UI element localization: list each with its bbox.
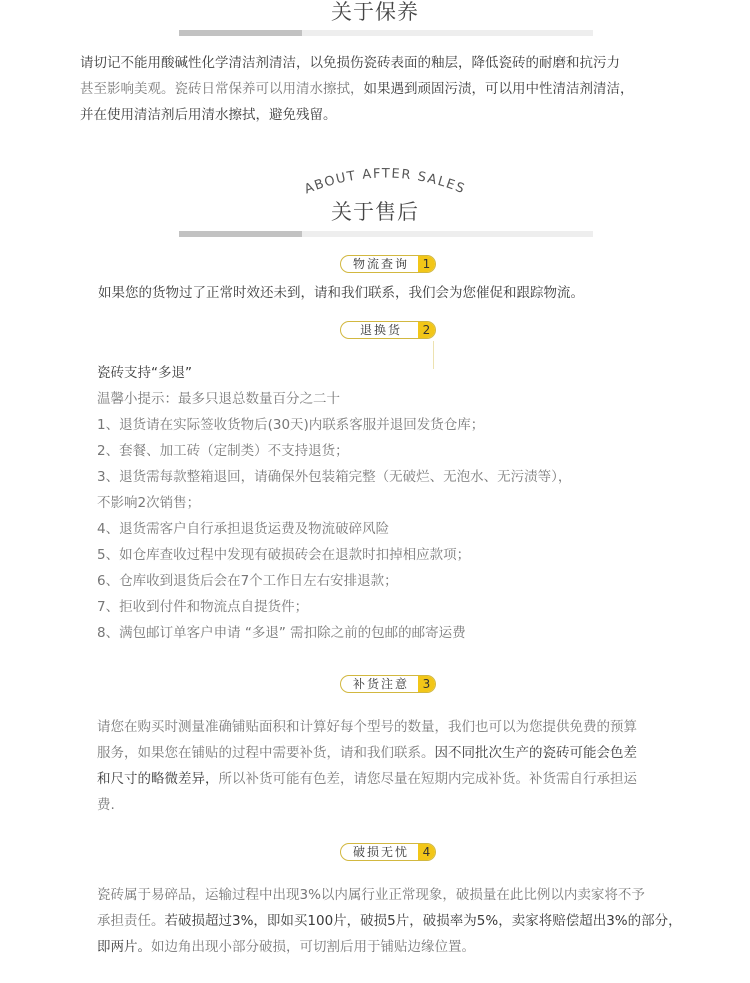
restock-line-3: 和尺寸的略微差异，所以补货可能有色差，请您尽量在短期内完成补货。补货需自行承担运 [97,771,637,787]
returns-item: 8、满包邮订单客户申请 “多退” 需扣除之前的包邮的邮寄运费 [97,625,466,641]
damage-line-3: 即两片。如边角出现小部分破损，可切割后用于铺贴边缘位置。 [97,939,475,955]
restock-text [97,714,717,818]
maintenance-title: 关于保养 [331,0,419,24]
restock-tag: 补货注意 3 [340,675,436,693]
maintenance-title-underline [179,30,593,36]
returns-item: 1、退货请在实际签收货物后(30天)内联系客服并退回发货仓库； [97,417,485,433]
returns-item: 6、仓库收到退货后会在7个工作日左右安排退款； [97,573,398,589]
damage-line-2: 承担责任。若破损超过3%，即如买100片，破损5片，破损率为5%，卖家将赔偿超出3%的部分， [97,913,682,929]
restock-line-1: 请您在购买时测量准确铺贴面积和计算好每个型号的数量，我们也可以为您提供免费的预算 [97,719,637,735]
logistics-text: 如果您的货物过了正常时效还未到，请和我们联系，我们会为您催促和跟踪物流。 [98,285,584,301]
returns-item: 不影响2次销售； [97,495,201,511]
restock-line-2: 服务，如果您在铺贴的过程中需要补货，请和我们联系。因不同批次生产的瓷砖可能会色差 [97,745,637,761]
damage-line-1: 瓷砖属于易碎品，运输过程中出现3%以内属行业正常现象，破损量在此比例以内卖家将不予 [97,887,645,903]
maintenance-line-2: 甚至影响美观。瓷砖日常保养可以用清水擦拭，如果遇到顽固污渍，可以用中性清洁剂清洁， [80,81,634,97]
after-sales-title: 关于售后 [331,200,419,224]
damage-tag: 破损无忧 4 [340,843,436,861]
returns-item: 5、如仓库查收过程中发现有破损砖会在退款时扣掉相应款项； [97,547,471,563]
maintenance-line-1: 请切记不能用酸碱性化学清洁剂清洁，以免损伤瓷砖表面的釉层，降低瓷砖的耐磨和抗污力 [80,55,620,71]
after-sales-title-underline [179,231,593,237]
returns-item: 2、套餐、加工砖（定制类）不支持退货； [97,443,349,459]
returns-item: 7、拒收到付件和物流点自提货件； [97,599,309,615]
maintenance-line-3: 并在使用清洁剂后用清水擦拭，避免残留。 [80,107,337,123]
restock-line-4: 费. [97,797,115,813]
returns-heading: 瓷砖支持“多退” [97,365,192,381]
damage-text [97,882,717,960]
maintenance-text [80,50,700,128]
about-after-sales-arc [290,160,480,200]
returns-tag: 退换货 2 [340,321,436,339]
svg-text:ABOUT AFTER SALES: ABOUT AFTER SALES [302,166,468,198]
returns-list [97,360,717,646]
returns-tip: 温馨小提示：最多只退总数量百分之二十 [97,391,340,407]
logistics-tag: 物流查询 1 [340,255,436,273]
returns-item: 3、退货需每款整箱退回，请确保外包装箱完整（无破烂、无泡水、无污渍等）， [97,469,572,485]
returns-item: 4、退货需客户自行承担退货运费及物流破碎风险 [97,521,390,537]
